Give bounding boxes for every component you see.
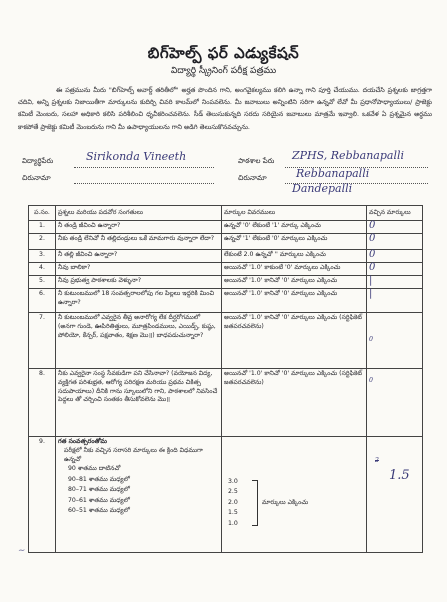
table-row: [29, 289, 423, 313]
row-score: 0: [367, 234, 423, 250]
row-no: 8.: [29, 369, 56, 437]
row-marks-rule: అయినచో '1.0' కానిచో '0' మార్కులు ఎక్కించు: [222, 289, 367, 313]
row-marks-rule: ఉన్నచో '1' లేకుంటే '0' మార్కులు ఎక్కించు: [222, 234, 367, 250]
row-marks-rule: అయినచో '1.0' కాకుంటే '0' మార్కులు ఎక్కించు: [222, 263, 367, 276]
form-subtitle: విద్యార్థి స్క్రీనింగ్ పరీక్ష పత్రము: [170, 66, 277, 76]
header-marks-obtained: వచ్చిన మార్కులు: [367, 206, 423, 221]
grade-list: [58, 464, 219, 516]
grade-item: 80–71 శాతము మధ్యలో: [68, 486, 130, 494]
row-score: |: [367, 276, 423, 289]
row-no: 2.: [29, 234, 56, 250]
table-row-grades: [29, 437, 423, 553]
header-marks-details: మార్కుల వివరములు: [222, 206, 367, 221]
row-score: 0: [367, 263, 423, 276]
row-no: 3.: [29, 250, 56, 263]
student-name-label: విద్యార్థిపేరు: [22, 157, 54, 165]
grade-item: 90 శాతము దాటినచో: [68, 465, 121, 473]
marks-list: [224, 477, 252, 529]
row-marks-rule: అయినచో '1.0' కానిచో '0' మార్కులు ఎక్కించు (సర్టిఫికెట్ జతపరచవలెను): [222, 369, 367, 437]
score-final: 1.5: [389, 467, 410, 483]
mark-value: 2.0: [228, 498, 238, 506]
table-row: [29, 313, 423, 369]
address-label: చిరునామా: [22, 174, 51, 182]
row-score: |: [367, 289, 423, 313]
row-question: నీకు ఎవ్వరైనా సంస్థ సేవకుడిగా పని చేసినావా? (వయోజన విద్య, వ్యక్తిగత పరిశుభ్రత, ఆరోగ్య పరిరక్షణ మరియు ప్రథమ చికిత్స సదుపాయాలు) దీనికి గాను స్కూలులోని గాని, పాఠశాలలో నివసించే పెద్దలు తో చర్చించి సంతకం తీసుకోవలెను మొ॥: [56, 369, 222, 437]
score-struck: 2: [375, 457, 379, 464]
row-question: నీ తండ్రి జీవించి ఉన్నారా?: [56, 221, 222, 234]
row-no: 5.: [29, 276, 56, 289]
school-address-value: Rebbanapalli: [296, 167, 370, 180]
header-no: ప.సం.: [29, 206, 56, 221]
table-row: [29, 250, 423, 263]
table-row: [29, 221, 423, 234]
row-no: 1.: [29, 221, 56, 234]
bracket: [252, 480, 258, 526]
grade-item: 90–81 శాతము మధ్యలో: [68, 475, 130, 483]
marks-caption: మార్కులు ఎక్కించు: [262, 498, 309, 506]
row-score-grades: [367, 437, 423, 553]
school-name-label: పాఠశాల పేరు: [238, 157, 275, 165]
form-title: బిగ్‌హెల్ప్ ఫర్ ఎడ్యుకేషన్: [147, 44, 300, 62]
grade-item: 60–51 శాతము మధ్యలో: [68, 507, 130, 515]
row-no: 4.: [29, 263, 56, 276]
row-marks-rule: ఉన్నచో '0' లేకుంటే '1' మార్కు ఎక్కించు: [222, 221, 367, 234]
row-marks-rule: అయినచో '1.0' కానిచో '0' మార్కులు ఎక్కించు: [222, 276, 367, 289]
row-question: నీ కుటుంబములో ఎవ్వరైన తీవ్ర అనారోగ్య లేక దీర్ఘరోగములో (అనగా గుండె, ఊపిరితిత్తులు, మూత్రపిండములు, ఎయిడ్స్, కుష్ఠు, పోలియో, కేన్సర్, పక్షవాతం, శిక్షణ మొ॥) బాధపడుచున్నారా?: [56, 313, 222, 369]
row-score: 0: [367, 250, 423, 263]
school-address-label: చిరునామా: [238, 174, 267, 182]
school-address-value-2: Dandepalli: [292, 182, 353, 195]
grades-title: గత సంవత్సరంతోమ: [58, 438, 107, 445]
school-name-value: ZPHS, Rebbanapalli: [292, 149, 405, 162]
row-question: నీ కుటుంబములో 18 సంవత్సరాలలోపు గల పిల్లలు ఇద్దరికి మించి ఉన్నారా?: [56, 289, 222, 313]
mark-value: 2.5: [228, 488, 238, 496]
row-question: నీకు తండ్రి లేనిచో నీ తల్లిదండ్రులు ఒకే మామగారు వున్నారా లేదా?: [56, 234, 222, 250]
row-no: 9.: [29, 437, 56, 553]
student-name-line: [74, 167, 214, 168]
table-row: [29, 263, 423, 276]
header-questions: ప్రశ్నలు మరియు పదవోర సంగతులు: [56, 206, 222, 221]
margin-scribble: ~: [17, 545, 26, 557]
row-marks-rule: లేకుంటే 2.0 ఉన్నచో '' మార్కులు ఎక్కించు: [222, 250, 367, 263]
table-row: [29, 234, 423, 250]
table-row: [29, 369, 423, 437]
table-row: [29, 276, 423, 289]
row-question: నీ తల్లి జీవించి ఉన్నారా?: [56, 250, 222, 263]
screening-table: [28, 205, 423, 553]
student-name-value: Sirikonda Vineeth: [86, 150, 187, 163]
grade-item: 70–61 శాతము మధ్యలో: [68, 496, 130, 504]
row-question-grades: [56, 437, 222, 553]
mark-value: 3.0: [228, 477, 238, 485]
table-header-row: [29, 206, 423, 221]
mark-value: 1.0: [228, 519, 238, 527]
row-no: 7.: [29, 313, 56, 369]
row-no: 6.: [29, 289, 56, 313]
row-marks-rule: అయినచో '1.0' కానిచో '0' మార్కులు ఎక్కించు (సర్టిఫికెట్ జతపరచవలెను): [222, 313, 367, 369]
instructions-paragraph: ఈ పత్రమును మీరు "బిగ్‌హెల్ప్ అవార్డ్ తరితీలో" అర్హత పొందిన గాని, అంగవైకల్యము కలిగి ఉన్నా గాని పూర్తి చేయుము. దయచేసి ప్రశ్నలకు జాగ్రత్తగా చదివి, అన్ని ప్రశ్నలకు నిజాయితీగా మార్కులను కుదిర్చి చివరి కాలమ్‌లో నింపవలెను. మీ జవాబులు అన్నింటిని సరిగా ఉన్నవో లేవో మీ ప్రధానోపాధ్యాయులు/ ప్రాజెక్టు కమిటీ మెంబరు, సలహా అధికారి కలిసి పరిశీలించి ధృవీకరించవలెను. సీడ్ తెలుసుకున్నది సరదు సరియైన జవాబులు మాత్రమే ఇవ్వాలి. ఒకవేళ ఏ ప్రశ్నమైన అర్థము కాకపోతే ప్రాజెక్టు కమిటీ మెంబరును గాని మీ ఉపాధ్యాయులను గాని అడిగి తెలుసుకొనవచ్చును.: [18, 86, 432, 131]
row-question: నీవు బాలికా?: [56, 263, 222, 276]
row-score: 0: [367, 369, 423, 437]
mark-value: 1.5: [228, 509, 238, 517]
row-marks-grades: [222, 437, 367, 553]
row-score: 0: [367, 221, 423, 234]
grades-subtitle: పరీక్షలో నీకు వచ్చిన సరాసరి మార్కులు ఈ క్రింది విధముగా ఉన్నచో: [64, 446, 203, 463]
address-line: [74, 183, 214, 184]
row-question: నీవు ప్రభుత్వ పాఠశాలకు వెళ్ళునా?: [56, 276, 222, 289]
row-score: 0: [367, 313, 423, 369]
